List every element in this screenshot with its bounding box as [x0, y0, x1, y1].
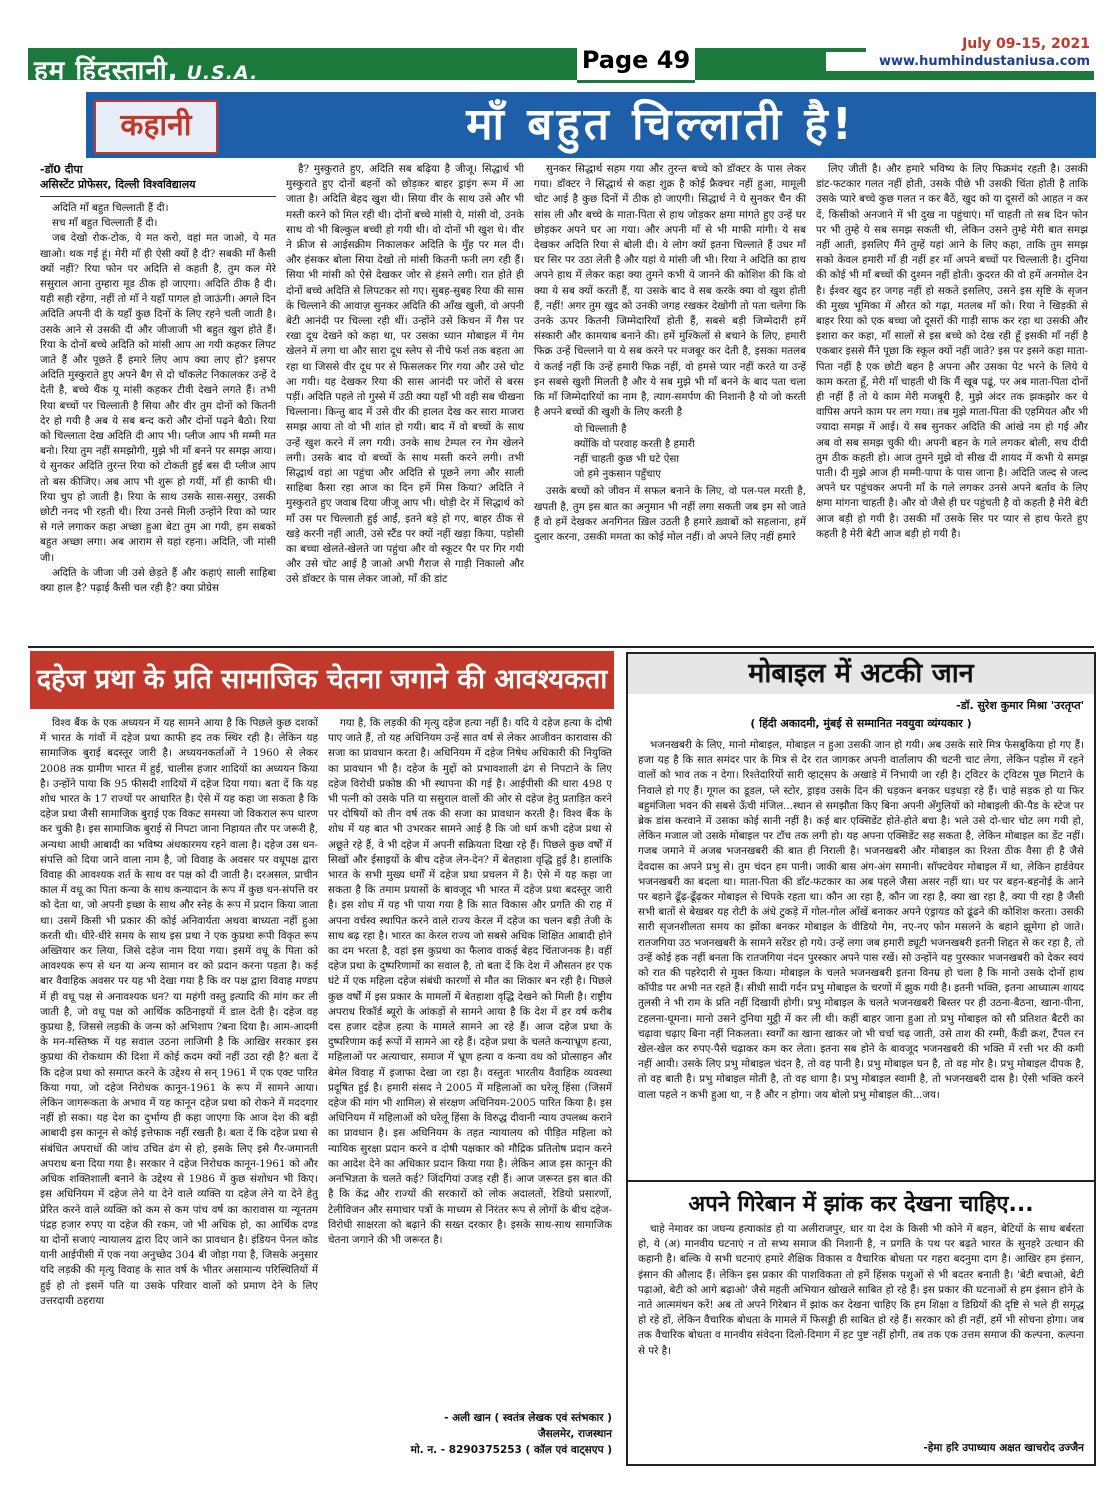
mobile-article-box: [626, 652, 1096, 1182]
section-label: कहानी: [94, 100, 218, 154]
story-paragraph: अदिति माँ बहुत चिल्लाती हैं दी।: [52, 202, 169, 214]
story-paragraph: जब देखो रोक-टोक, ये मत करो, वहां मत जाओ, ये मत खाओ। थक गई हूं। मेरी माँ ही ऐसी क्यों है दी? सबकी माँ कैसी क्यों नहीं? रिया फोन पर अदिति से कहती है, तुम कल मेरे ससुराल आना तुम्हारा मूड ठीक हो जाएगा। अदिति ठीक है दी। यही सही रहेगा, नहीं तो माँ ने यहाँ पागल हो जाऊंगी। अगले दिन अदिति अपनी दी के यहाँ कुछ दिनों के लिए रहने चली जाती है। उसके आने से उसकी दी और जीजाजी भी बहुत खुश होते हैं। रिया के दोनों बच्चे अदिति को मांसी आप आ गयी कहकर लिपट जाते हैं और पूछते हैं हमारे लिए आप क्या लाए हो? इसपर अदिति मुस्कुराते हुए अपने बैग से दो चॉकलेट निकालकर उन्हें दे देती है, बच्चे थैंक यू मांसी कहकर टीवी देखने लगते हैं। तभी रिया बच्चों पर चिल्लाती है सिया और वीर तुम दोनों को कितनी देर हो गयी है अब ये सब बन्द करो और दोनों पढ़ने बैठो। रिया को चिल्लाता देख अदिति दी आप भी। प्लीज आप भी मम्मी मत बनो। रिया तुम नहीं समझोगी, मुझे भी माँ बनने पर समझ आया। ये सुनकर अदिति तुरन्त रिया को टोकती हुई बस दी प्लीज आप तो बस कीजिए। अब आप भी शुरू हो गयीं, माँ ही काफी थी। रिया चुप हो जाती है। रिया के साथ उसके सास-ससुर, उसकी छोटी ननद भी रहती थी। रिया उनसे मिली उन्होंने रिया को प्यार से गले लगाकर कहा अच्छा हुआ बेटा तुम आ गयी, हम सबको बहुत अच्छा लगा। अब आराम से यहां रहना। अदिति, जी मांसी जी।: [40, 232, 276, 564]
mobile-article-author-note: ( हिंदी अकादमी, मुंबई से सम्मानित नवयुवा व्यंग्यकार ): [750, 717, 972, 730]
story-column-4: [816, 162, 1088, 644]
mobile-article-body: भजनखबरी के लिए, मानो मोबाइल, मोबाइल न हुआ उसकी जान हो गयी। अब उसके सारे मित्र फेसबुकिया हो गए हैं। हजा यह है कि सात समंदर पार के मित्र से देर रात जागकर अपनी वार्तालाप की चटनी चाट लेगा, लेकिन पड़ोस में रहने वालों को भाव तक न देगा। रिश्तेदारियों सारी व्हाट्सप के अखाड़े में निभायी जा रही है। ट्विटर के ट्विटस पूछ मिटाने के निवाले हो गए हैं। गूगल का डूडल, प्ले स्टोर, ड्राइव उसके दिन की धड़कन बनकर धड़धड़ा रहे हैं। चाहे सड़क हो या फिर बहुमंजिला भवन की सबसे ऊँची मंजिल...स्थान से समझौता किए बिना अपनी अँगुलियों को मोबाइली की-पैड के स्टेज पर ब्रेक डांस करवाने में उसका कोई सानी नहीं है। कई बार एक्सिडेंट होते-होते बचा है। भले उसे दो-चार चोट लग गयी हो, लेकिन मजाल जो उसके मोबाइल पर टॉच तक लगी हो। यह अपना एक्सिडेंट सह सकता है, लेकिन मोबाइल का डेंट नहीं। गजब जमाने में अजब भजनखबरी की बात ही निराली है। भजनखबरी और मोबाइल का रिश्ता ठीक वैसा ही है जैसे देवदास का अपने प्रभु से। तुम चंदन हम पानी। जाकी बास अंग-अंग समानी। सॉफ्टवेयर मोबाइल में था, लेकिन हार्डवेयर भजनखबरी का बदला था। माता-पिता की डाँट-फटकार का अब पहले जैसा असर नहीं था। घर पर बहन-बहनोई के आने पर बहाने ढूँढ़-ढूँढ़कर मोबाइल से चिपके रहता था। कौन आ रहा है, कौन जा रहा है, क्या खा रहा है, क्या पी रहा है जैसी सभी बातों से बेखबर यह रोटी के अंधे टुकड़े में गोल-गोल आँखें बनाकर अपने एंड्रायड को ढूंढने की कोशिश करता। उसकी सारी सृजनशीलता समय का झोंका बनकर मोबाइल के वीडियो गेम, नए-नए फोन मसलने के बहाने झूमेगा हो जाते। रातजगिया उठ भजनखबरी के सामने सरेंडर हो गये। उन्हें लगा जब हमारी ड्यूटी भजनखबरी इतनी शिद्दत से कर रहा है, तो उन्हें कोई हक नहीं बनता कि रातजगिया नंदन पुरस्कार अपने पास रखें। सो उन्होंने यह पुरस्कार भजनखबरी को देकर स्वयं को रात की पहरेदारी से मुक्त किया। मोबाइल के चलते भजनखबरी इतना विनम्र हो चला है कि मानो उसके दोनों हाथ कॉपीड पर अभी नत रहते हैं। सीधी सादी गर्दन प्रभु मोबाइल के चरणों में झुक गयी है। इतनी भक्ति, इतना आध्यात्म शायद तुलसी ने भी राम के प्रति नहीं दिखायी होगी। प्रभु मोबाइल के चलते भजनखबरी बिस्तर पर ही उठना-बैठना, खाना-पीना, टहलना-घूमना। मानो उसने दुनिया मुट्ठी में कर ली थी। कहीं बाहर जाना हुआ तो प्रभु मोबाइल को सौ प्रतिशत बैटरी का चढ़ावा चढ़ाए बिना नहीं निकलता। स्वर्गों का खाना खाकर जो भी चर्चा चढ़ जाती, उसे ताश की रम्मी, कैंडी क्रश, टैंपल रन खेल-खेल कर रुपए-पैसे चढ़ाकर कम कर लेता। इतना सब होने के बावजूद भजनखबरी की भक्ति में रत्ती भर की कमी नहीं आयी। उसके लिए प्रभु मोबाइल चंदन है, तो वह पानी है। प्रभु मोबाइल घन है, तो वह मोर है। प्रभु मोबाइल दीपक है, तो वह बाती है। प्रभु मोबाइल मोती है, तो वह धागा है। प्रभु मोबाइल स्वामी है, तो भजनखबरी दास है। ऐसी भक्ति करने वाला पहले न कभी हुआ था, न है और न होगा। जय बोलो प्रभु मोबाइल की...जय।: [638, 739, 1084, 1101]
dahej-column-2: [328, 716, 612, 1404]
dahej-signature: - अली खान ( स्वतंत्र लेखक एवं स्तंभकार ) जैसलमेर, राजस्थान मो. न. - 8290375253 ( कॉल एवं वाट्सएप ): [410, 1412, 612, 1456]
story-paragraph: अदिति के जीजा जी उसे छेड़ते हैं और कहाएं साली साहिबा क्या हाल है? पढ़ाई कैसी चल रही है? क्या प्रोग्रेस: [40, 566, 276, 595]
story-author: -डॉ0 दीपा: [40, 163, 83, 176]
story-column-2: [286, 162, 524, 644]
mobile-article-title: मोबाइल में अटकी जान: [628, 654, 1094, 694]
article-paragraph: विश्व बैंक के एक अध्ययन में यह सामने आया है कि पिछले कुछ दशकों में भारत के गांवों में दहेज प्रथा काफी हद तक स्थिर रही है। लेकिन यह सामाजिक बुराई बदस्तूर जारी है। अध्ययनकर्ताओं ने 1960 से लेकर 2008 तक ग्रामीण भारत में हुई, चालीस हजार शादियों का अध्ययन किया है। उन्होंने पाया कि 95 फीसदी शादियों में दहेज दिया गया। बता दें कि यह शोध भारत के 17 राज्यों पर आधारित है। ऐसे में यह कहा जा सकता है कि दहेज प्रथा जैसी सामाजिक बुराई एक विकट समस्या जो विकराल रूप धारण कर चुकी है। इस सामाजिक बुराई से निपटा जाना निहायत तौर पर जरूरी है, अन्यथा आधी आबादी का भविष्य अंधकारमय रहने वाला है। दहेज उस धन-संपत्ति को दिया जाने वाला नाम है, जो विवाह के अवसर पर वधूपक्ष द्वारा विवाह की आवश्यक शर्त के साथ वर पक्ष को दी जाती है। दरअसल, प्राचीन काल में वधू का पिता कन्या के साथ कन्यादान के रूप में कुछ धन-संपत्ति वर को देता था, जो अपनी इच्छा के साथ और स्नेह के रूप में प्रदान किया जाता था। उसमें किसी भी प्रकार की कोई अनिवार्यता अथवा बाध्यता नहीं हुआ करती थी। धीरे-धीरे समय के साथ इस प्रथा ने एक कुप्रथा रूपी विकृत रूप अख्तियार कर लिया, जिसे दहेज नाम दिया गया। इसमें वधू के पिता को आवश्यक रूप से धन या अन्य सामान वर को प्रदान करना पड़ता है। कई बार वैवाहिक अवसर पर यह भी देखा गया है कि वर पक्ष द्वारा विवाह मण्डप में ही वधू पक्ष से अनावश्यक धन? या महंगी वस्तु इत्यादि की मांग कर ली जाती है, जो वधू पक्ष को आर्थिक कठिनाइयों में डाल देती है। दहेज वह कुप्रथा है, जिससे लड़की के जन्म को अभिशाप ?बना दिया है। आम-आदमी के मन-मस्तिष्क में यह सवाल उठना लाजिमी है कि आखिर सरकार इस कुप्रथा की रोकथाम की दिशा में कोई कदम क्यों नहीं उठा रही है? बता दें कि दहेज प्रथा को समाप्त करने के उद्देश्य से सन् 1961 में एक एक्ट पारित किया गया, जो दहेज निरोधक कानून-1961 के रूप में सामने आया। लेकिन जागरूकता के अभाव में यह कानून दहेज प्रथा को रोकने में मददगार नहीं हो सका। यह देश का दुर्भाग्य ही कहा जाएगा कि आज देश की बड़ी आबादी इस कानून से कोई इत्तेफाक नहीं रखती है। बता दें कि दहेज प्रथा से संबंधित अपराधों की जांच उचित ढंग से हो, इसके लिए इसे गैर-जमानती अपराध बना दिया गया है। सरकार ने दहेज निरोधक कानून-1961 को और अधिक शक्तिशाली बनाने के उद्देश्य से 1986 में कुछ संशोधन भी किए। इस अधिनियम में दहेज लेने या देने वाले व्यक्ति या दहेज लेने या देने हेतु प्रेरित करने वाले व्यक्ति को कम से कम पांच वर्ष का कारावास या न्यूनतम पंद्रह हजार रुपए या दहेज की रकम, जो भी अधिक हो, का आर्थिक दण्ड या दोनों सजाएं न्यायालय द्वारा दिए जाने का प्रावधान है। इंडियन पेनल कोड यानी आईपीसी में एक नया अनुच्छेद 304 बी जोड़ा गया है, जिसके अनुसार यदि लड़की की मृत्यु विवाह के सात वर्ष के भीतर असामान्य परिस्थितियों में हुई हो तो इसमें पति या उसके परिवार वालों को प्रमाण देने के लिए उत्तरदायी ठहराया: [40, 717, 318, 1307]
masthead: [28, 36, 1094, 86]
story-paragraph: उसके बच्चों को जीवन में सफल बनाने के लिए, वो पल-पल मरती है, खपती है, तुम इस बात का अनुमान भी नहीं लगा सकती जब इम सो जाते हैं वो हमें देखकर अनगिनत ख़िल उठती है हमारे ख़्वाबों को सहलाना, हमें दुलार करना, उसकी ममता का कोई मोल नहीं। वो अपने लिए नहीं हमारे: [534, 485, 806, 544]
divider: [28, 646, 1094, 648]
story-column-3: [534, 162, 806, 644]
mobile-article-author: -डॉ. सुरेश कुमार मिश्रा 'उरतृप्त': [956, 699, 1084, 712]
story-author-role: असिस्टेंट प्रोफेसर, दिल्ली विश्वविद्यालय: [40, 178, 196, 191]
story-paragraph: सच माँ बहुत चिल्लाती हैं दी।: [52, 217, 158, 230]
story-title: माँ बहुत चिल्लाती है!: [466, 99, 856, 150]
gireban-article-box: [626, 1180, 1096, 1466]
story-poem: वो चिल्लाती है क्योंकि वो परवाह करती है हमारी नहीं चाहती कुछ भी घटे ऐसा जो हमे नुकसान पहुँचाए: [574, 423, 695, 481]
dahej-column-1: [40, 716, 318, 1462]
issue-date: July 09-15, 2021: [866, 34, 1094, 54]
gireban-article-title: अपने गिरेबान में झांक कर देखना चाहिए...: [688, 1192, 1034, 1217]
story-paragraph: लिए जीती है। और हमारे भविष्य के लिए फिक्रमंद रहती है। उसकी डांट-फटकार गलत नहीं होती, उसके पीछे भी उसकी चिंता होती है ताकि उसके प्यारे बच्चे कुछ गलत न कर बैठें, खुद को या दूसरों को आहत न कर दें, किसीको अनजाने में भी दुख ना पहुंचाएं। माँ चाहती तो सब दिन फोन पर भी तुम्हे ये सब समझ सकती थी, लेकिन उसने तुम्हे मेरी बात समझ नहीं आती, इसलिए मैंने तुम्हें यहां आने के लिए कहा, ताकि तुम समझ सको केवल हमारी माँ ही नहीं हर माँ अपने बच्चों पर चिल्लाती है। दुनिया की कोई भी माँ बच्चों की दुश्मन नहीं होती। कुदरत की वो हमें अनमोल देन है। ईश्वर खुद हर जगह नहीं हो सकते इसलिए, उसने इस सृष्टि के सृजन की मुख्य भूमिका में औरत को गढ़ा, मतलब माँ को। रिया ने खिड़की से बाहर रिया को एक बच्चा जो दूसरों की गाड़ी साफ कर रहा था उसकी और इशारा कर कहा, माँ सालों से इस बच्चे को देख रही हूँ इसकी माँ नहीं है एकबार इससे मैंने पूछा कि स्कूल क्यों नहीं जाते? इस पर इसने कहा माता-पिता नहीं है एक छोटी बहन है अपना और उसका पेट भरने के लिये ये काम करता हूँ, मेरी माँ चाहती थी कि मैं खूब पढूं, पर अब माता-पिता दोनों ही नहीं हैं तो ये काम मेरी मजबूरी है, मुझे अंदर तक झकझोर कर ये वापिस अपने काम पर लग गया। तब मुझे माता-पिता की एहमियत और भी ज्यादा समझ में आई। ये सब सुनकर अदिति की आंखे नम हो गई और अब वो सब समझ चुकी थी। अपनी बहन के गले लगकर बोली, सच दीदी तुम ठीक कहती हो। आज तुमने मुझे वो सीख दी शायद में कभी ये समझ पाती। दी मुझे आज ही मम्मी-पापा के पास जाना है। अदिति जल्द से जल्द अपने घर पहुंचकर अपनी माँ के गले लगकर उनसे अपने बर्ताव के लिए क्षमा मांगना चाहती है। और वो जैसे ही घर पहुंचती है वो कहती है मेरी बेटी आज बड़ी हो गयी है। उसकी माँ उसके सिर पर प्यार से हाथ फेरते हुए कहती है मेरी बेटी आज बड़ी हो गयी है।: [816, 163, 1088, 540]
story-paragraph: है? मुस्कुराते हुए, अदिति सब बढ़िया है जीजू। सिद्धार्थ भी मुस्कुराते हुए दोनों बहनों को छोड़कर बाहर ड्राइंग रूम में आ जाता है। अदिति बेहद खुश थी। सिया वीर के साथ उसे और भी मस्ती करने को मिल रही थी। दोनों बच्चे मांसी ये, मांसी वो, उनके साथ वो भी बिल्कुल बच्ची हो गयी थी। वो दोनों भी खुश थे। वीर ने फ्रीज से आईसक्रीम निकालकर अदिति के मुँह पर मल दी। और हंसकर बोला सिया देखो तो मांसी कितनी फनी लग रही हैं। सिया भी मांसी को ऐसे देखकर जोर से हंसने लगी। रात होते ही दोनों बच्चे अदिति से लिपटकर सो गए। सुबह-सुबह रिया की सास के चिल्लाने की आवाज़ सुनकर अदिति की आँख खुली, वो अपनी बेटी आनंदी पर चिल्ला रही थीं। उन्होंने उसे किचन में गैस पर रखा दूध देखने को कहा था, पर उसका ध्यान मोबाइल में गेम खेलने में लगा था और सारा दूध स्लेप से नीचे फर्श तक बहता आ रहा था जिससे वीर दूध पर से फिसलकर गिर गया और उसे चोट आ गयी। यह देखकर रिया की सास आनंदी पर जोरों से बरस पड़ीं। अदिति पहले तो गुस्से में उठी क्या यहाँ भी वही सब चीखना चिल्लाना। किन्तु बाद में उसे वीर की हालत देख कर सारा माजरा समझ आया तो वो भी शांत हो गयी। बाद में वो बच्चों के साथ उन्हें खुश करने में लग गयी। उनके साथ टेम्पल रन गेम खेलने लगी। उसके बाद वो बच्चों के साथ मस्ती करने लगी। तभी सिद्धार्थ वहां आ पहुंचा और अदिति से पूछने लगा और साली साहिबा कैसा रहा आज का दिन हमें मिस किया? अदिति ने मुस्कुराते हुए जवाब दिया जीजू आप भी। थोड़ी देर में सिद्धार्थ को माँ उस पर चिल्लाती हुई आईं, इतने बड़े हो गए, बाहर ठीक से खड़े करनी नहीं आती, उसे स्टैंड पर क्यों नहीं खड़ा किया, पड़ोसी का बच्चा खेलते-खेलते जा पहुंचा और वो स्कूटर पैर पर गिर गयी और उसे चोट आई है जाओ अभी गैराज से गाड़ी निकालो और उसे डॉक्टर के पास लेकर जाओ, माँ की डांट: [286, 163, 524, 586]
story-paragraph: सुनकर सिद्धार्थ सहम गया और तुरन्त बच्चे को डॉक्टर के पास लेकर गया। डॉक्टर ने सिद्धार्थ से कहा शुक्र है कोई फ्रैक्चर नहीं हुआ, मामूली चोट आई है कुछ दिनों में ठीक हो जाएगी। सिद्धार्थ ने ये सुनकर चैन की सांस ली और बच्चे के माता-पिता से हाथ जोड़कर क्षमा मांगते हुए उन्हें घर छोड़कर अपने घर आ गया। और अपनी माँ से भी माफी मांगी। ये सब देखकर अदिति रिया से बोली दी। ये लोग क्यों इतना चिल्लाते हैं उधर माँ घर सिर पर उठा लेती है और यहां ये मांसी जी भी। रिया ने अदिति का हाथ अपने हाथ में लेकर कहा क्या तुमने कभी ये जानने की कोशिश की कि वो क्या ये सब क्यों करती हैं, या उसके बाद वे सब करके क्या वो खुश होती हैं, नहीं! अगर तुम खुद को उनकी जगह रखकर देखोगी तो पता चलेगा कि उनके ऊपर कितनी जिम्मेदारियाँ होती हैं, सबसे बड़ी जिम्मेदारी हमें संस्कारी और कामयाब बनाने की। हमें मुश्किलों से बचाने के लिए, हमारी फिक्र उन्हें चिल्लाने या ये सब करने पर मजबूर कर देती है, इसका मतलब ये कतई नहीं कि उन्हें हमारी फिक्र नहीं, वो हमसे प्यार नहीं करते या उन्हें इन सबसे खुशी मिलती है और ये सब मुझे भी माँ बनने के बाद पता चला कि माँ जिम्मेदारियों का नाम है, त्याग-समर्पण की निशानी है यो जो करती है अपने बच्चों की खुशी के लिए करती है: [534, 163, 806, 419]
story-banner: [86, 92, 1096, 158]
article-paragraph: गया है, कि लड़की की मृत्यु दहेज हत्या नहीं है। यदि ये दहेज हत्या के दोषी पाए जाते हैं, तो यह अधिनियम उन्हें सात वर्ष से लेकर आजीवन कारावास की सजा का प्रावधान करता है। अधिनियम में दहेज निषेध अधिकारी की नियुक्ति का प्रावधान भी है। दहेज के मुद्दों को प्रभावशाली ढंग से निपटाने के लिए दहेज विरोधी प्रकोष्ठ की भी स्थापना की गई है। आईपीसी की धारा 498 ए भी पत्नी को उसके पति या ससुराल वालों की ओर से दहेज हेतु प्रताड़ित करने पर दोषियों को तीन वर्ष तक की सजा का प्रावधान करती है। विश्व बैंक के शोध में यह बात भी उभरकर सामने आई है कि जो धर्म कभी दहेज प्रथा से अछूते रहे हैं, वे भी दहेज में अपनी सक्रियता दिखा रहे हैं। पिछले कुछ वर्षों में सिखों और ईसाइयों के बीच दहेज लेन-देन? में बेतहाशा वृद्धि हुई है। हालांकि भारत के सभी मुख्य धर्मों में दहेज प्रथा प्रचलन में है। ऐसे में यह कहा जा सकता है कि तमाम प्रयासों के बावजूद भी भारत में दहेज प्रथा बदस्तूर जारी है। इस शोध में यह भी पाया गया है कि सात विकास और प्रगति की राह में अपना वर्चस्व स्थापित करने वाले राज्य केरल में दहेज का चलन बड़ी तेजी के साथ बढ़ रहा है। भारत का केरल राज्य जो सबसे अधिक शिक्षित आबादी होने का दम भरता है, वहां इस कुप्रथा का फैलाव वाकई बेहद चिंताजनक है। वहीं दहेज प्रथा के दुष्परिणामों का सवाल है, तो बता दें कि देश में औसतन हर एक घंटे में एक महिला दहेज संबंधी कारणों से मौत का शिकार बन रही है। पिछले कुछ वर्षों में इस प्रकार के मामलों में बेतहाशा वृद्धि देखने को मिली है। राष्ट्रीय अपराध रिकॉर्ड ब्यूरो के आंकड़ों से सामने आया है कि देश में हर वर्ष करीब दस हजार दहेज हत्या के मामले सामने आ रहे हैं। आज दहेज प्रथा के दुष्परिणाम कई रूपों में सामने आ रहे हैं। दहेज प्रथा के चलते कन्याभ्रूण हत्या, महिलाओं पर अत्याचार, समाज में भ्रूण हत्या व कन्या वध को प्रोत्साहन और बेमेल विवाह में इजाफा देखा जा रहा है। वस्तुतः भारतीय वैवाहिक व्यवस्था प्रदूषित हुई है। हमारी संसद ने 2005 में महिलाओं का घरेलू हिंसा (जिसमें दहेज की मांग भी शामिल) से संरक्षण अधिनियम-2005 पारित किया है। इस अधिनियम में महिलाओं को घरेलू हिंसा के विरुद्ध दीवानी न्याय उपलब्ध कराने का प्रावधान है। इस अधिनियम के तहत न्यायालय को पीड़ित महिला को न्यायिक सुरक्षा प्रदान करने व दोषी पक्षकार को मौद्रिक प्रतितोष प्रदान करने का आदेश देने का अधिकार प्रदान किया गया है। लेकिन आज इस कानून की अनभिज्ञता के चलते कई? जिंदगियां उजड़ रही हैं। आज जरूरत इस बात की है कि केंद्र और राज्यों की सरकारों को लोक अदालतों, रेडियो प्रसारणों, टेलीविजन और समाचार पत्रों के माध्यम से निरंतर रूप से लोगों के बीच दहेज-विरोधी साक्षरता को बढ़ाने की सख्त दरकार है। इसके साथ-साथ सामाजिक चेतना जगाने की भी जरूरत है।: [328, 717, 612, 1246]
newspaper-brand: हम हिंदुस्तानी, U.S.A.: [34, 56, 259, 86]
story-column-1: [40, 162, 276, 644]
page-number: Page 49: [577, 40, 695, 83]
website-link[interactable]: www.humhindustaniusa.com: [826, 52, 1094, 71]
dahej-article-title: दहेज प्रथा के प्रति सामाजिक चेतना जगाने की आवश्यकता: [30, 651, 614, 709]
gireban-article-body: चाहे नेमावर का जघन्य हत्याकांड हो या अलीराजपुर, धार या देश के किसी भी कोने में बहन, बेटियों के साथ बर्बरता हो, ये (अ) मानवीय घटनाएं न तो सभ्य समाज की निशानी है, न प्रगति के पथ पर बढ़ते भारत के सुनहरे उत्थान की कहानी है। बल्कि ये सभी घटनाएं हमारे शैक्षिक विकास व वैचारिक बोधता पर गहरा बदनुमा दाग है। आखिर हम इंसान, इंसान की औलाद हैं। लेकिन इस प्रकार की पाशविकता तो हमें हिंसक पशुओं से भी बदतर बनाती है। 'बेटी बचाओ, बेटी पढ़ाओ, बेटी को आगे बढ़ाओ' जैसे महती अभियान खोखले साबित हो रहे हैं। इस प्रकार की घटनाओं से हम इंसान होने के नाते आत्ममंथन करें! अब तो अपने गिरेबान में झांक कर देखना चाहिए कि हम शिक्षा व डिग्रियों की दृष्टि से भले ही समृद्ध हो रहे हों, लेकिन वैचारिक बोधता के मामले में फिसड्डी ही साबित हो रहे हैं। सरकार को ही नहीं, हमें भी सोचना होगा। जब तक वैचारिक बोधता व मानवीय संवेदना दिलो-दिमाग में हट पुष्ट नहीं होगी, तब तक एक उत्तम समाज की कल्पना, कल्पना से परे है।: [638, 1223, 1084, 1357]
gireban-signature: -हेमा हरि उपाध्याय अक्षत खाचरोद उज्जैन: [923, 1442, 1084, 1454]
